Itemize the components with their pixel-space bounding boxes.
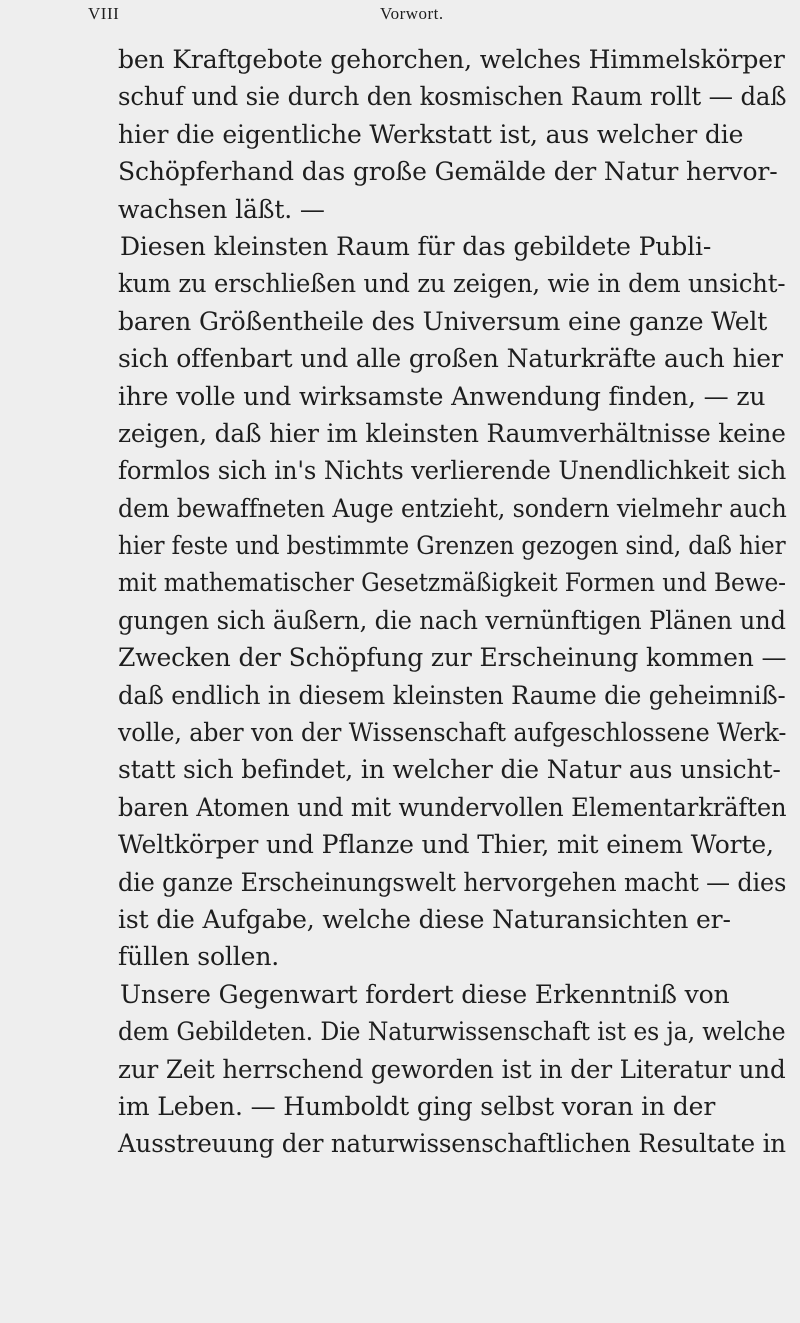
text-line: Zwecken der Schöpfung zur Erscheinung kommen —	[118, 643, 787, 674]
text-line: Schöpferhand das große Gemälde der Natur hervor-	[118, 157, 778, 188]
running-head-title: Vorwort.	[380, 4, 444, 23]
page-number: VIII	[88, 4, 120, 23]
text-line: formlos sich in's Nichts verlierende Unendlichkeit sich	[118, 456, 787, 487]
text-line: dem Gebildeten. Die Naturwissenschaft ist es ja, welche	[118, 1017, 786, 1048]
text-line: Weltkörper und Pflanze und Thier, mit einem Worte,	[118, 830, 774, 861]
text-line: ben Kraftgebote gehorchen, welches Himmelskörper	[118, 45, 785, 75]
text-line: hier feste und bestimmte Grenzen gezogen sind, daß hier	[118, 531, 786, 562]
text-line: füllen sollen.	[118, 942, 280, 973]
text-line: gungen sich äußern, die nach vernünftigen Plänen und	[118, 605, 786, 636]
text-line: volle, aber von der Wissenschaft aufgeschlossene Werk-	[118, 718, 787, 749]
text-line: kum zu erschließen und zu zeigen, wie in dem unsicht-	[118, 269, 786, 300]
text-line: Diesen kleinsten Raum für das gebildete Publi-	[119, 231, 712, 262]
text-line: wachsen läßt. —	[118, 194, 325, 225]
text-line: baren Atomen und mit wundervollen Elementarkräften	[118, 792, 787, 823]
text-line: hier die eigentliche Werkstatt ist, aus welcher die	[118, 119, 744, 150]
text-line: Unsere Gegenwart fordert diese Erkenntniß von	[119, 979, 730, 1010]
text-line: zur Zeit herrschend geworden ist in der Literatur und	[118, 1054, 786, 1085]
text-line: im Leben. — Humboldt ging selbst voran in der	[118, 1091, 716, 1122]
text-line: ihre volle und wirksamste Anwendung finden, — zu	[118, 381, 766, 412]
text-line: Ausstreuung der naturwissenschaftlichen Resultate in	[118, 1129, 786, 1160]
text-line: mit mathematischer Gesetzmäßigkeit Formen und Bewe-	[118, 568, 786, 599]
text-line: baren Größentheile des Universum eine ganze Welt	[118, 306, 768, 337]
text-line: ist die Aufgabe, welche diese Naturansichten er-	[118, 904, 731, 935]
text-line: statt sich befindet, in welcher die Natur aus unsicht-	[118, 755, 781, 786]
text-line: dem bewaffneten Auge entzieht, sondern vielmehr auch	[118, 493, 787, 524]
text-line: zeigen, daß hier im kleinsten Raumverhältnisse keine	[118, 418, 786, 449]
text-line: die ganze Erscheinungswelt hervorgehen macht — dies	[118, 867, 787, 898]
text-line: sich offenbart und alle großen Naturkräfte auch hier	[118, 344, 783, 375]
body-text	[118, 42, 798, 1164]
text-line: schuf und sie durch den kosmischen Raum rollt — daß	[118, 82, 787, 113]
running-head	[88, 4, 760, 32]
text-line: daß endlich in diesem kleinsten Raume die geheimniß-	[118, 680, 786, 711]
